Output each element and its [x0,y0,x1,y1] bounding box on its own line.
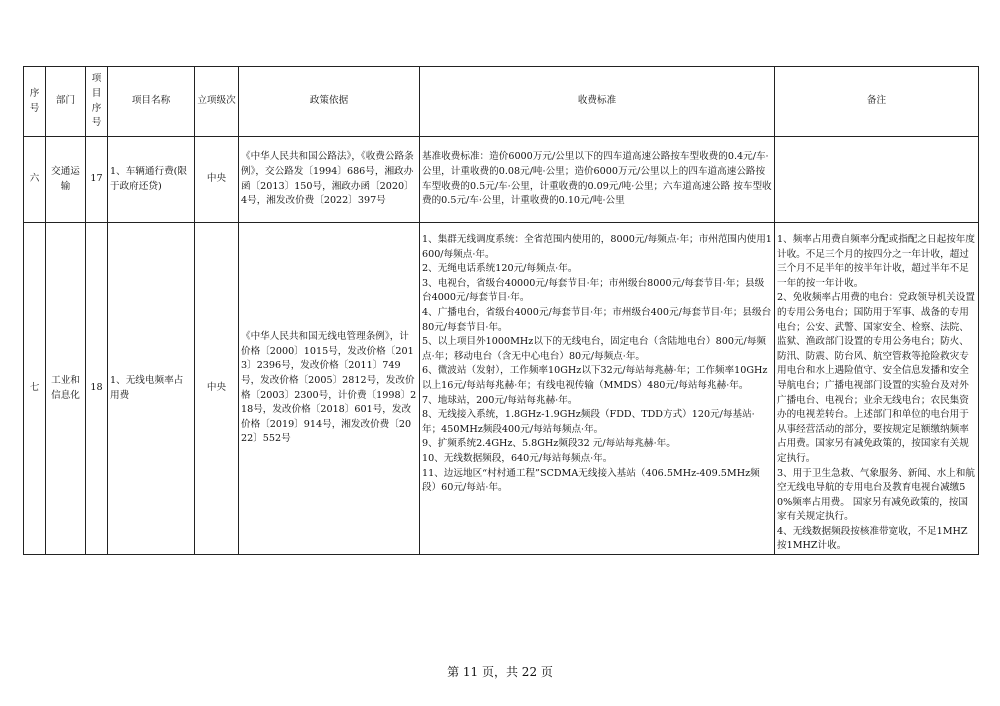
cell-dept: 工业和信息化 [46,223,86,555]
cell-seq: 七 [24,223,46,555]
table-row [24,223,979,555]
fee-line: 8、无线接入系统，1.8GHz-1.9GHz频段（FDD、TDD方式）120元/每基站·年；450MHz频段400元/每站每频点·年。 [422,409,755,435]
fee-line: 6、微波站（发射），工作频率10GHz以下32元/每站每兆赫·年；工作频率10GHz以上16元/每站每兆赫·年；有线电视传输（MMDS）480元/每站每兆赫·年。 [422,365,768,391]
cell-item-name: 1、车辆通行费(限于政府还贷) [108,137,195,223]
cell-dept: 交通运输 [46,137,86,223]
fee-line: 5、以上项目外1000MHz以下的无线电台，固定电台（含陆地电台）800元/每频点·年；移动电台（含无中心电台）80元/每频点·年。 [422,336,766,362]
cell-remarks [775,223,979,555]
header-remarks: 备注 [775,67,979,137]
header-item-name: 项目名称 [108,67,195,137]
header-policy: 政策依据 [239,67,420,137]
cell-item-name: 1、无线电频率占用费 [108,223,195,555]
fee-line: 3、电视台，省级台40000元/每套节目·年；市州级台8000元/每套节目·年；县级台4000元/每套节目·年。 [422,277,765,304]
cell-level: 中央 [195,137,239,223]
cell-fee-standard [420,223,775,555]
header-seq: 序号 [24,67,46,137]
remark-line: 1、频率占用费自频率分配或指配之日起按年度计收。不足三个月的按四分之一年计收，超过三个月不足半年的按半年计收，超过半年不足一年的按一年计收。 [777,234,975,289]
cell-fee-standard: 基准收费标准：造价6000万元/公里以下的四车道高速公路按车型收费的0.4元/车·公里，计重收费的0.08元/吨·公里；造价6000万元/公里以上的四车道高速公路按车型收费的0.5元/车·公里，计重收费的0.09元/吨·公里；六车道高速公路 按车型收费的0.5元/车·公里，计重收费的0.10元/吨·公里 [420,137,775,223]
cell-seq: 六 [24,137,46,223]
fee-line: 7、地球站，200元/每站每兆赫·年。 [422,394,578,406]
cell-item-seq: 18 [86,223,108,555]
header-item-seq: 项目序号 [86,67,108,137]
header-level: 立项级次 [195,67,239,137]
fee-line: 4、广播电台，省级台4000元/每套节目·年；市州级台400元/每套节目·年；县级台80元/每套节目·年。 [422,306,772,333]
fee-table [23,66,979,555]
remark-line: 3、用于卫生急救、气象服务、新闻、水上和航空无线电导航的专用电台及教育电视台减缴50%频率占用费。 国家另有减免政策的，按国家有关规定执行。 [777,467,975,523]
table-row [24,137,979,223]
page-number: 第 11 页，共 22 页 [447,665,553,679]
remark-line: 4、无线数据频段按核准带宽收，不足1MHZ按1MHZ计收。 [777,525,968,552]
cell-policy: 《中华人民共和国公路法》，《收费公路条例》，交公路发〔1994〕686号，湘政办函〔2013〕150号，湘政办函〔2020〕4号，湘发改价费〔2022〕397号 [239,137,420,223]
fee-line: 10、无线数据频段，640元/每站每频点·年。 [422,452,613,464]
cell-remarks [775,137,979,223]
fee-line: 2、无绳电话系统120元/每频点·年。 [422,263,578,275]
fee-line: 11、边远地区“村村通工程”SCDMA无线接入基站（406.5MHz-409.5MHz频段）60元/每站·年。 [422,467,760,494]
remark-line: 2、免收频率占用费的电台：党政领导机关设置的专用公务电台；国防用于军事、战备的专用电台；公安、武警、国家安全、检察、法院、监狱、渔政部门设置的专用公务电台；防火、防汛、防震、防台风、航空管救等抢险救灾专用电台和水上遇险值守、安全信息发播和安全导航电台；广播电视部门设置的实验台及对外广播电台、电视台；业余无线电台；农民集资办的电视差转台。上述部门和单位的电台用于从事经营活动的部分，要按规定足额缴纳频率占用费。国家另有减免政策的，按国家有关规定执行。 [777,292,975,464]
header-fee-standard: 收费标准 [420,67,775,137]
header-dept: 部门 [46,67,86,137]
cell-level: 中央 [195,223,239,555]
fee-line: 1、集群无线调度系统：全省范围内使用的，8000元/每频点·年；市州范围内使用1600/每频点·年。 [422,234,772,260]
header-row [24,67,979,137]
cell-item-seq: 17 [86,137,108,223]
cell-policy: 《中华人民共和国无线电管理条例》，计价格〔2000〕1015号，发改价格〔2013〕2396号，发改价格〔2011〕749号，发改价格〔2005〕2812号，发改价格〔2003〕2300号，计价费〔1998〕218号，发改价格〔2018〕601号，发改价格〔2019〕914号，湘发改价费〔2022〕552号 [239,223,420,555]
fee-line: 9、扩频系统2.4GHz、5.8GHz频段32 元/每站每兆赫·年。 [422,438,676,450]
